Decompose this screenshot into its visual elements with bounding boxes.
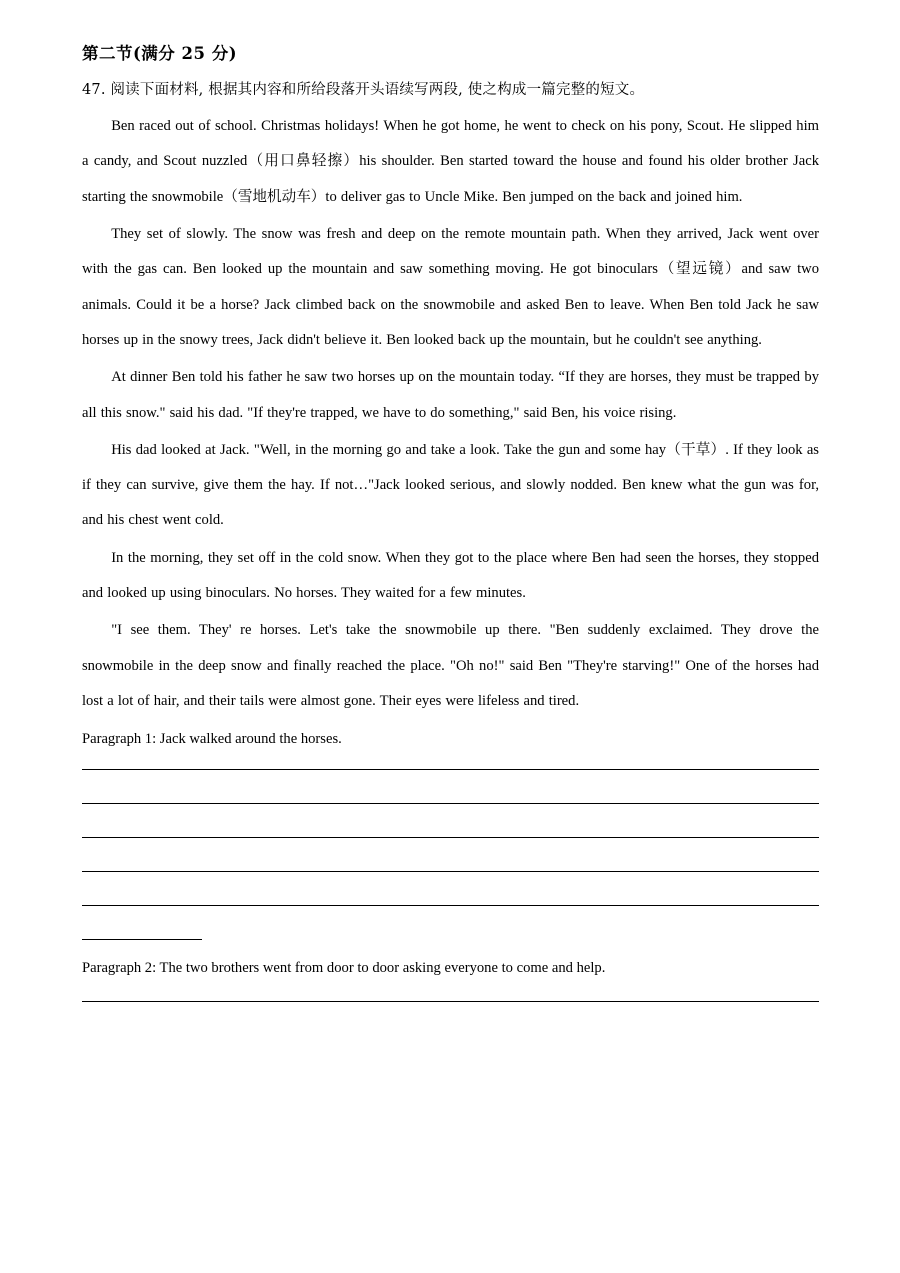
story-paragraph: They set of slowly. The snow was fresh and deep on the remote mountain path. When they arrived, Jack went over with the gas can. Ben looked up the mountain and saw something moving. He got binoculars（望远镜）and saw two animals. Could it be a horse? Jack climbed back on the snowmobile and asked Ben to leave. When Ben told Jack he saw horses up in the snowy trees, Jack didn't believe it. Ben looked back up the mountain, but he couldn't see anything. (82, 225, 819, 348)
document-content (82, 40, 819, 1035)
answer-lines-group-1 (82, 769, 819, 940)
answer-line[interactable] (82, 871, 819, 872)
answer-line[interactable] (82, 803, 819, 804)
question-prompt: 47. 阅读下面材料, 根据其内容和所给段落开头语续写两段, 使之构成一篇完整的短文。 (82, 82, 645, 98)
story-paragraph: "I see them. They' re horses. Let's take the snowmobile up there. "Ben suddenly exclaimed. They drove the snowmobile in the deep snow and finally reached the place. "Oh no!" said Ben "They're starving!" One of the horses had lost a lot of hair, and their tails were almost gone. Their eyes were lifeless and tired. (82, 622, 819, 709)
story-paragraph: Ben raced out of school. Christmas holidays! When he got home, he went to check on his pony, Scout. He slipped him a candy, and Scout nuzzled（用口鼻轻擦）his shoulder. Ben started toward the house and found his older brother Jack starting the snowmobile（雪地机动车）to deliver gas to Uncle Mike. Ben jumped on the back and joined him. (82, 118, 819, 205)
paragraph-2-opening: Paragraph 2: The two brothers went from door to door asking everyone to come and help. (82, 959, 606, 976)
answer-line[interactable] (82, 1001, 819, 1002)
answer-line[interactable] (82, 837, 819, 838)
answer-line[interactable] (82, 769, 819, 770)
story-paragraph: In the morning, they set off in the cold snow. When they got to the place where Ben had seen the horses, they stopped and looked up using binoculars. No horses. They waited for a few minutes. (82, 549, 819, 602)
story-paragraph: His dad looked at Jack. "Well, in the morning go and take a look. Take the gun and some hay（干草）. If they look as if they can survive, give them the hay. If not…"Jack looked serious, and slowly nodded. Ben knew what the gun was for, and his chest went cold. (82, 441, 819, 529)
story-paragraph: At dinner Ben told his father he saw two horses up on the mountain today. “If they are horses, they must be trapped by all this snow." said his dad. "If they're trapped, we have to do something," said Ben, his voice rising. (82, 369, 819, 421)
answer-lines-group-2 (82, 1001, 819, 1002)
paragraph-1-opening: Paragraph 1: Jack walked around the horses. (82, 731, 342, 748)
section-title: 第二节(满分 25 分) (82, 44, 238, 63)
answer-line-short[interactable] (82, 939, 202, 940)
answer-line[interactable] (82, 905, 819, 906)
